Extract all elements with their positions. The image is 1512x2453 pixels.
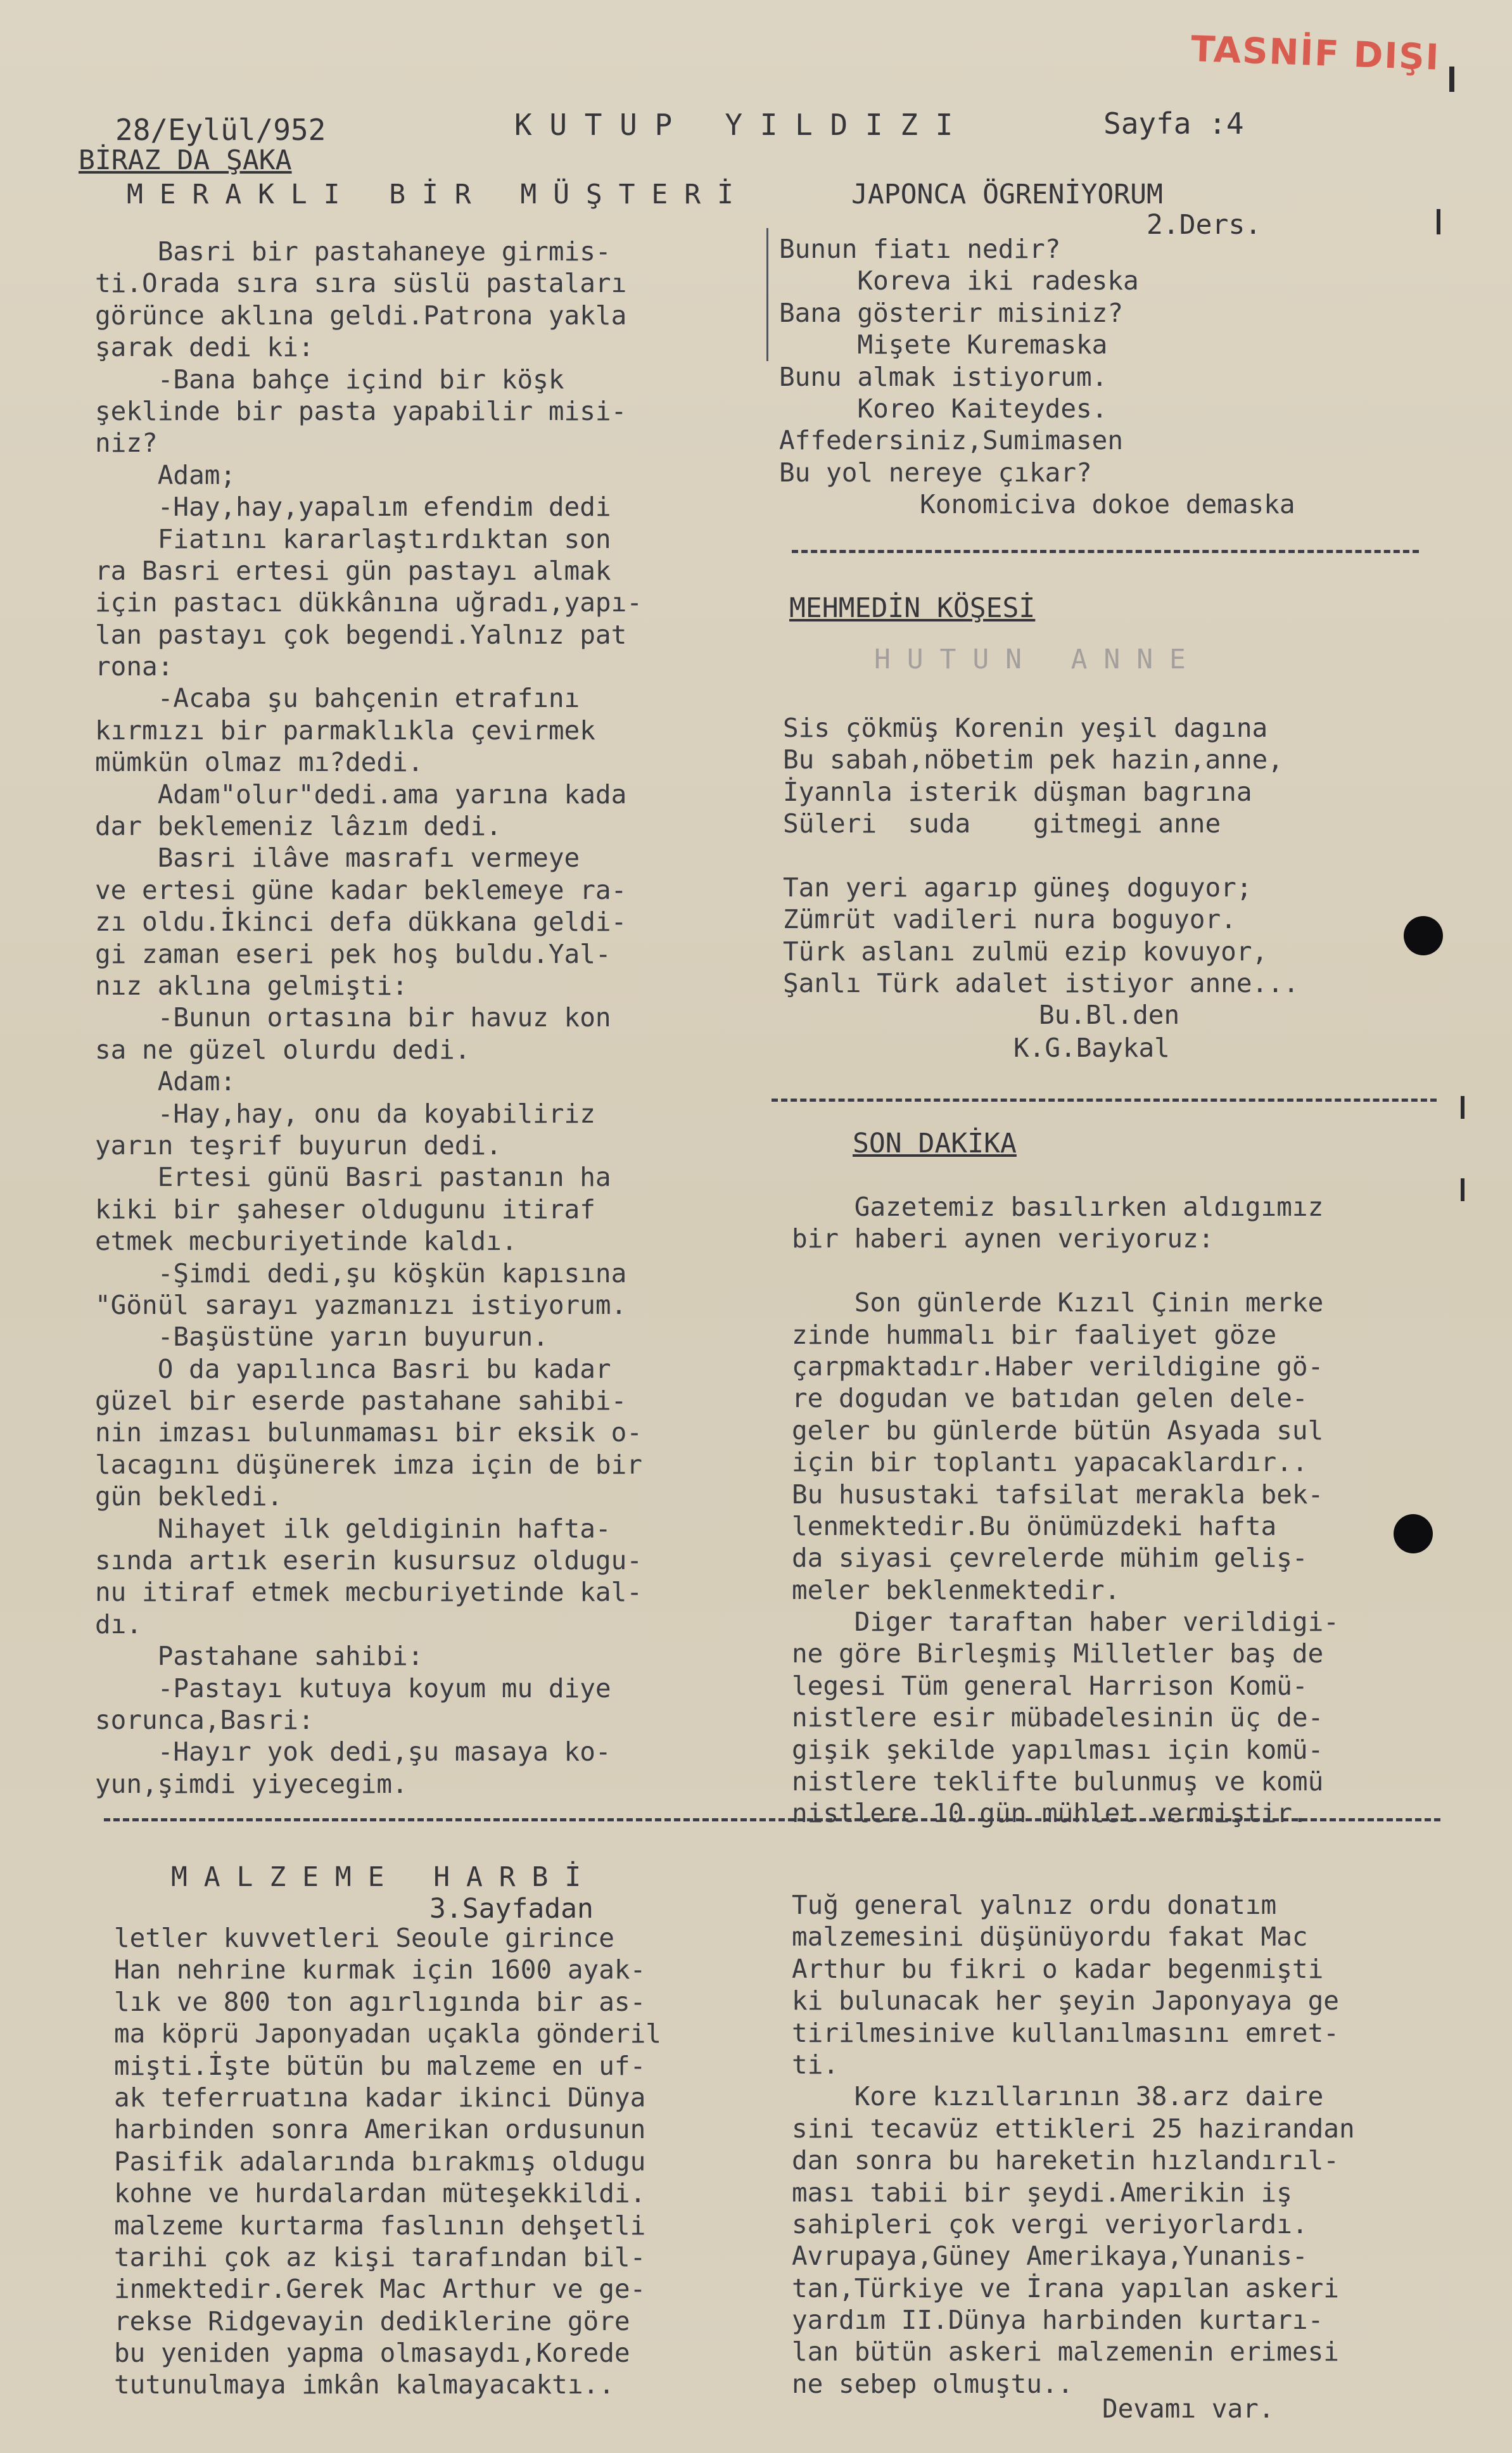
text-line: meler beklenmektedir. xyxy=(792,1574,1121,1605)
text-line: bu yeniden yapma olmasaydı,Korede xyxy=(114,2338,630,2369)
page-number: Sayfa :4 xyxy=(1103,106,1244,141)
newspaper-title: K U T U P Y I L D I Z I xyxy=(514,108,953,142)
text-line: Diger taraftan haber verildigi- xyxy=(792,1607,1339,1638)
text-line: tutunulmaya imkân kalmayacaktı.. xyxy=(114,2369,614,2400)
article-title-japanese: JAPONCA ÖGRENİYORUM xyxy=(851,179,1163,210)
poem-source: Bu.Bl.den xyxy=(1039,1000,1180,1030)
text-line: nistlere 10 gün mühlet vermiştir. xyxy=(792,1798,1308,1829)
text-line: "Gönül sarayı yazmanızı istiyorum. xyxy=(95,1289,627,1320)
margin-mark xyxy=(1461,1178,1464,1201)
text-line: ve ertesi güne kadar beklemeye ra- xyxy=(95,874,627,905)
poem-author: K.G.Baykal xyxy=(1013,1033,1170,1063)
section-divider xyxy=(104,1818,1440,1821)
text-line: Basri ilâve masrafı vermeye xyxy=(95,843,580,874)
text-line: yun,şimdi yiyecegim. xyxy=(95,1768,408,1799)
poem-title: H U T U N A N N E xyxy=(874,644,1186,675)
text-line: Arthur bu fikri o kadar begenmişti xyxy=(792,1953,1324,1984)
section-heading-news: SON DAKİKA xyxy=(853,1128,1017,1159)
text-line: ne göre Birleşmiş Milletler baş de xyxy=(792,1638,1324,1669)
text-line: malzemesini düşünüyordu fakat Mac xyxy=(792,1921,1308,1953)
text-line: dan sonra bu hareketin hızlandırıl- xyxy=(792,2145,1339,2176)
text-line: -Şimdi dedi,şu köşkün kapısına xyxy=(95,1258,627,1289)
text-line: Şanlı Türk adalet istiyor anne... xyxy=(783,968,1299,999)
text-line: -Bunun ortasına bir havuz kon xyxy=(95,1002,611,1033)
text-line: Affedersiniz,Sumimasen xyxy=(779,425,1124,456)
text-line: çarpmaktadır.Haber verildigine gö- xyxy=(792,1351,1324,1382)
text-line: lenmektedir.Bu önümüzdeki hafta xyxy=(792,1510,1277,1541)
text-line: nistlere esir mübadelesinin üç de- xyxy=(792,1702,1324,1733)
section-divider xyxy=(792,550,1419,553)
text-line: malzeme kurtarma faslının dehşetli xyxy=(114,2210,646,2241)
text-line: mümkün olmaz mı?dedi. xyxy=(95,747,424,778)
text-line: ma köprü Japonyadan uçakla gönderil xyxy=(114,2018,661,2049)
text-line: niz? xyxy=(95,428,158,459)
text-line: Konomiciva dokoe demaska xyxy=(779,489,1295,520)
text-line: Son günlerde Kızıl Çinin merke xyxy=(792,1287,1324,1318)
text-line: güzel bir eserde pastahane sahibi- xyxy=(95,1386,627,1417)
text-line: sa ne güzel olurdu dedi. xyxy=(95,1034,471,1065)
continued-from: 3.Sayfadan xyxy=(429,1893,594,1925)
margin-mark xyxy=(1437,209,1440,234)
text-line: nu itiraf etmek mecburiyetinde kal- xyxy=(95,1577,642,1608)
text-line: nin imzası bulunmaması bir eksik o- xyxy=(95,1417,642,1448)
text-line: dı. xyxy=(95,1609,143,1640)
text-line: Tuğ general yalnız ordu donatım xyxy=(792,1890,1277,1920)
lesson-number: 2.Ders. xyxy=(1147,209,1262,241)
text-line: -Başüstüne yarın buyurun. xyxy=(95,1322,549,1353)
breaking-news-body xyxy=(792,1191,1339,1830)
text-line: Adam"olur"dedi.ama yarına kada xyxy=(95,779,627,810)
text-line: Han nehrine kurmak için 1600 ayak- xyxy=(114,1954,646,1985)
text-line: gi zaman eseri pek hoş buldu.Yal- xyxy=(95,938,611,969)
text-line: ak teferruatına kadar ikinci Dünya xyxy=(114,2082,646,2113)
text-line: Adam; xyxy=(95,459,236,490)
text-line: ti.Orada sıra sıra süslü pastaları xyxy=(95,268,627,299)
text-line: Bu sabah,nöbetim pek hazin,anne, xyxy=(783,744,1283,775)
to-be-continued: Devamı var. xyxy=(1102,2393,1274,2424)
text-line: sini tecavüz ettikleri 25 hazirandan xyxy=(792,2113,1355,2144)
text-line: etmek mecburiyetinde kaldı. xyxy=(95,1226,518,1257)
joke-article-body xyxy=(95,236,642,1800)
column-separator xyxy=(766,228,768,361)
text-line: görünce aklına geldi.Patrona yakla xyxy=(95,300,627,331)
text-line: harbinden sonra Amerikan ordusunun xyxy=(114,2114,646,2145)
text-line: -Pastayı kutuya koyum mu diye xyxy=(95,1672,611,1704)
punch-hole xyxy=(1394,1514,1433,1553)
text-line: Adam: xyxy=(95,1066,236,1097)
article-title-materials: M A L Z E M E H A R B İ xyxy=(171,1861,581,1893)
text-line: rekse Ridgevayin dediklerine göre xyxy=(114,2305,630,2336)
text-line: için pastacı dükkânına uğradı,yapı- xyxy=(95,587,642,618)
punch-hole xyxy=(1404,916,1443,955)
text-line: sahipleri çok vergi veriyorlardı. xyxy=(792,2208,1308,2240)
text-line: Nihayet ilk geldiginin hafta- xyxy=(95,1513,611,1544)
text-line: lacagını düşünerek imza için de bir xyxy=(95,1449,642,1480)
text-line: ması tabii bir şeydi.Amerikin iş xyxy=(792,2177,1292,2208)
text-line: zinde hummalı bir faaliyet göze xyxy=(792,1319,1277,1350)
japanese-lesson-body xyxy=(779,233,1295,521)
text-line: Bunun fiatı nedir? xyxy=(779,234,1061,264)
text-line: rona: xyxy=(95,651,174,682)
text-line: Bunu almak istiyorum. xyxy=(779,361,1108,392)
text-line: Basri bir pastahaneye girmis- xyxy=(95,236,611,267)
text-line: ki bulunacak her şeyin Japonyaya ge xyxy=(792,1985,1339,2017)
text-line: Koreo Kaiteydes. xyxy=(779,393,1108,424)
text-line: Ertesi günü Basri pastanın ha xyxy=(95,1162,611,1193)
section-heading-joke: BİRAZ DA ŞAKA xyxy=(79,144,292,176)
text-line xyxy=(783,840,1299,872)
text-line: geler bu günlerde bütün Asyada sul xyxy=(792,1415,1324,1446)
text-line xyxy=(792,1255,1339,1287)
text-line: lan bütün askeri malzemenin erimesi xyxy=(792,2336,1339,2367)
classification-stamp: TASNİF DIŞI xyxy=(1190,29,1441,79)
text-line: re dogudan ve batıdan gelen dele- xyxy=(792,1383,1308,1414)
text-line: -Hay,hay,yapalım efendim dedi xyxy=(95,492,611,523)
materials-article-body xyxy=(114,1922,661,2401)
text-line: zı oldu.İkinci defa dükkana geldi- xyxy=(95,907,627,938)
text-line: inmektedir.Gerek Mac Arthur ve ge- xyxy=(114,2274,646,2305)
text-line: ti. xyxy=(792,2049,839,2080)
text-line: ne sebep olmuştu.. xyxy=(792,2368,1074,2399)
text-line: letler kuvvetleri Seoule girince xyxy=(114,1923,614,1953)
text-line: Zümrüt vadileri nura boguyor. xyxy=(783,904,1236,935)
text-line: İyannla isterik düşman bagrına xyxy=(783,776,1252,807)
text-line: Koreva iki radeska xyxy=(779,265,1139,296)
text-line: Bana gösterir misiniz? xyxy=(779,297,1124,328)
text-line: tan,Türkiye ve İrana yapılan askeri xyxy=(792,2272,1339,2303)
text-line: nız aklına gelmişti: xyxy=(95,970,408,1001)
text-line: nistlere teklifte bulunmuş ve komü xyxy=(792,1766,1324,1797)
text-line: gün bekledi. xyxy=(95,1481,283,1512)
text-line: yarın teşrif buyurun dedi. xyxy=(95,1130,502,1161)
text-line: Fiatını kararlaştırdıktan son xyxy=(95,523,611,554)
text-line: O da yapılınca Basri bu kadar xyxy=(95,1353,611,1384)
text-line: -Hayır yok dedi,şu masaya ko- xyxy=(95,1736,611,1768)
text-line: sında artık eserin kusursuz oldugu- xyxy=(95,1545,642,1576)
text-line: legesi Tüm general Harrison Komü- xyxy=(792,1670,1308,1701)
issue-date: 28/Eylül/952 xyxy=(115,113,326,147)
margin-mark xyxy=(1461,1096,1464,1119)
text-line: -Hay,hay, onu da koyabiliriz xyxy=(95,1098,595,1129)
text-line: ra Basri ertesi gün pastayı almak xyxy=(95,555,611,586)
text-line: bir haberi aynen veriyoruz: xyxy=(792,1223,1214,1254)
text-line: Gazetemiz basılırken aldıgımız xyxy=(792,1192,1324,1222)
text-line: lık ve 800 ton agırlıgında bir as- xyxy=(114,1986,646,2017)
text-line: kohne ve hurdalardan müteşekkildi. xyxy=(114,2178,646,2209)
section-divider xyxy=(772,1099,1437,1102)
text-line: tirilmesinive kullanılmasını emret- xyxy=(792,2017,1339,2048)
text-line: sorunca,Basri: xyxy=(95,1704,314,1735)
text-line: lan pastayı çok begendi.Yalnız pat xyxy=(95,619,627,650)
text-line: yardım II.Dünya harbinden kurtarı- xyxy=(792,2305,1324,2336)
text-line: Türk aslanı zulmü ezip kovuyor, xyxy=(783,936,1268,967)
text-line: -Acaba şu bahçenin etrafını xyxy=(95,683,580,714)
text-line: Bu husustaki tafsilat merakla bek- xyxy=(792,1479,1324,1510)
text-line: Kore kızıllarının 38.arz daire xyxy=(792,2081,1324,2112)
text-line: mişti.İşte bütün bu malzeme en uf- xyxy=(114,2050,646,2081)
text-line: da siyasi çevrelerde mühim geliş- xyxy=(792,1543,1308,1574)
materials-article-continued xyxy=(792,1889,1355,2400)
text-line: Süleri suda gitmegi anne xyxy=(783,808,1221,839)
text-line: gişik şekilde yapılması için komü- xyxy=(792,1734,1324,1765)
text-line: Sis çökmüş Korenin yeşil dagına xyxy=(783,713,1268,743)
text-line: Bu yol nereye çıkar? xyxy=(779,457,1092,488)
text-line: şarak dedi ki: xyxy=(95,332,314,363)
text-line: kiki bir şaheser oldugunu itiraf xyxy=(95,1194,595,1225)
poem-body xyxy=(783,712,1299,1000)
text-line: dar beklemeniz lâzım dedi. xyxy=(95,811,502,842)
article-title-joke: M E R A K L I B İ R M Ü Ş T E R İ xyxy=(127,179,734,210)
text-line: şeklinde bir pasta yapabilir misi- xyxy=(95,395,627,426)
text-line: Pasifik adalarında bırakmış oldugu xyxy=(114,2146,646,2177)
text-line: -Bana bahçe içind bir köşk xyxy=(95,364,564,395)
text-line: tarihi çok az kişi tarafından bil- xyxy=(114,2241,646,2272)
section-heading-poem: MEHMEDİN KÖŞESİ xyxy=(789,592,1036,624)
text-line: Pastahane sahibi: xyxy=(95,1641,424,1672)
text-line: için bir toplantı yapacaklardır.. xyxy=(792,1447,1308,1478)
margin-mark xyxy=(1449,67,1454,92)
text-line: kırmızı bir parmaklıkla çevirmek xyxy=(95,715,595,746)
text-line: Mişete Kuremaska xyxy=(779,329,1108,360)
text-line: Avrupaya,Güney Amerikaya,Yunanis- xyxy=(792,2241,1308,2272)
text-line: Tan yeri agarıp güneş doguyor; xyxy=(783,872,1252,903)
